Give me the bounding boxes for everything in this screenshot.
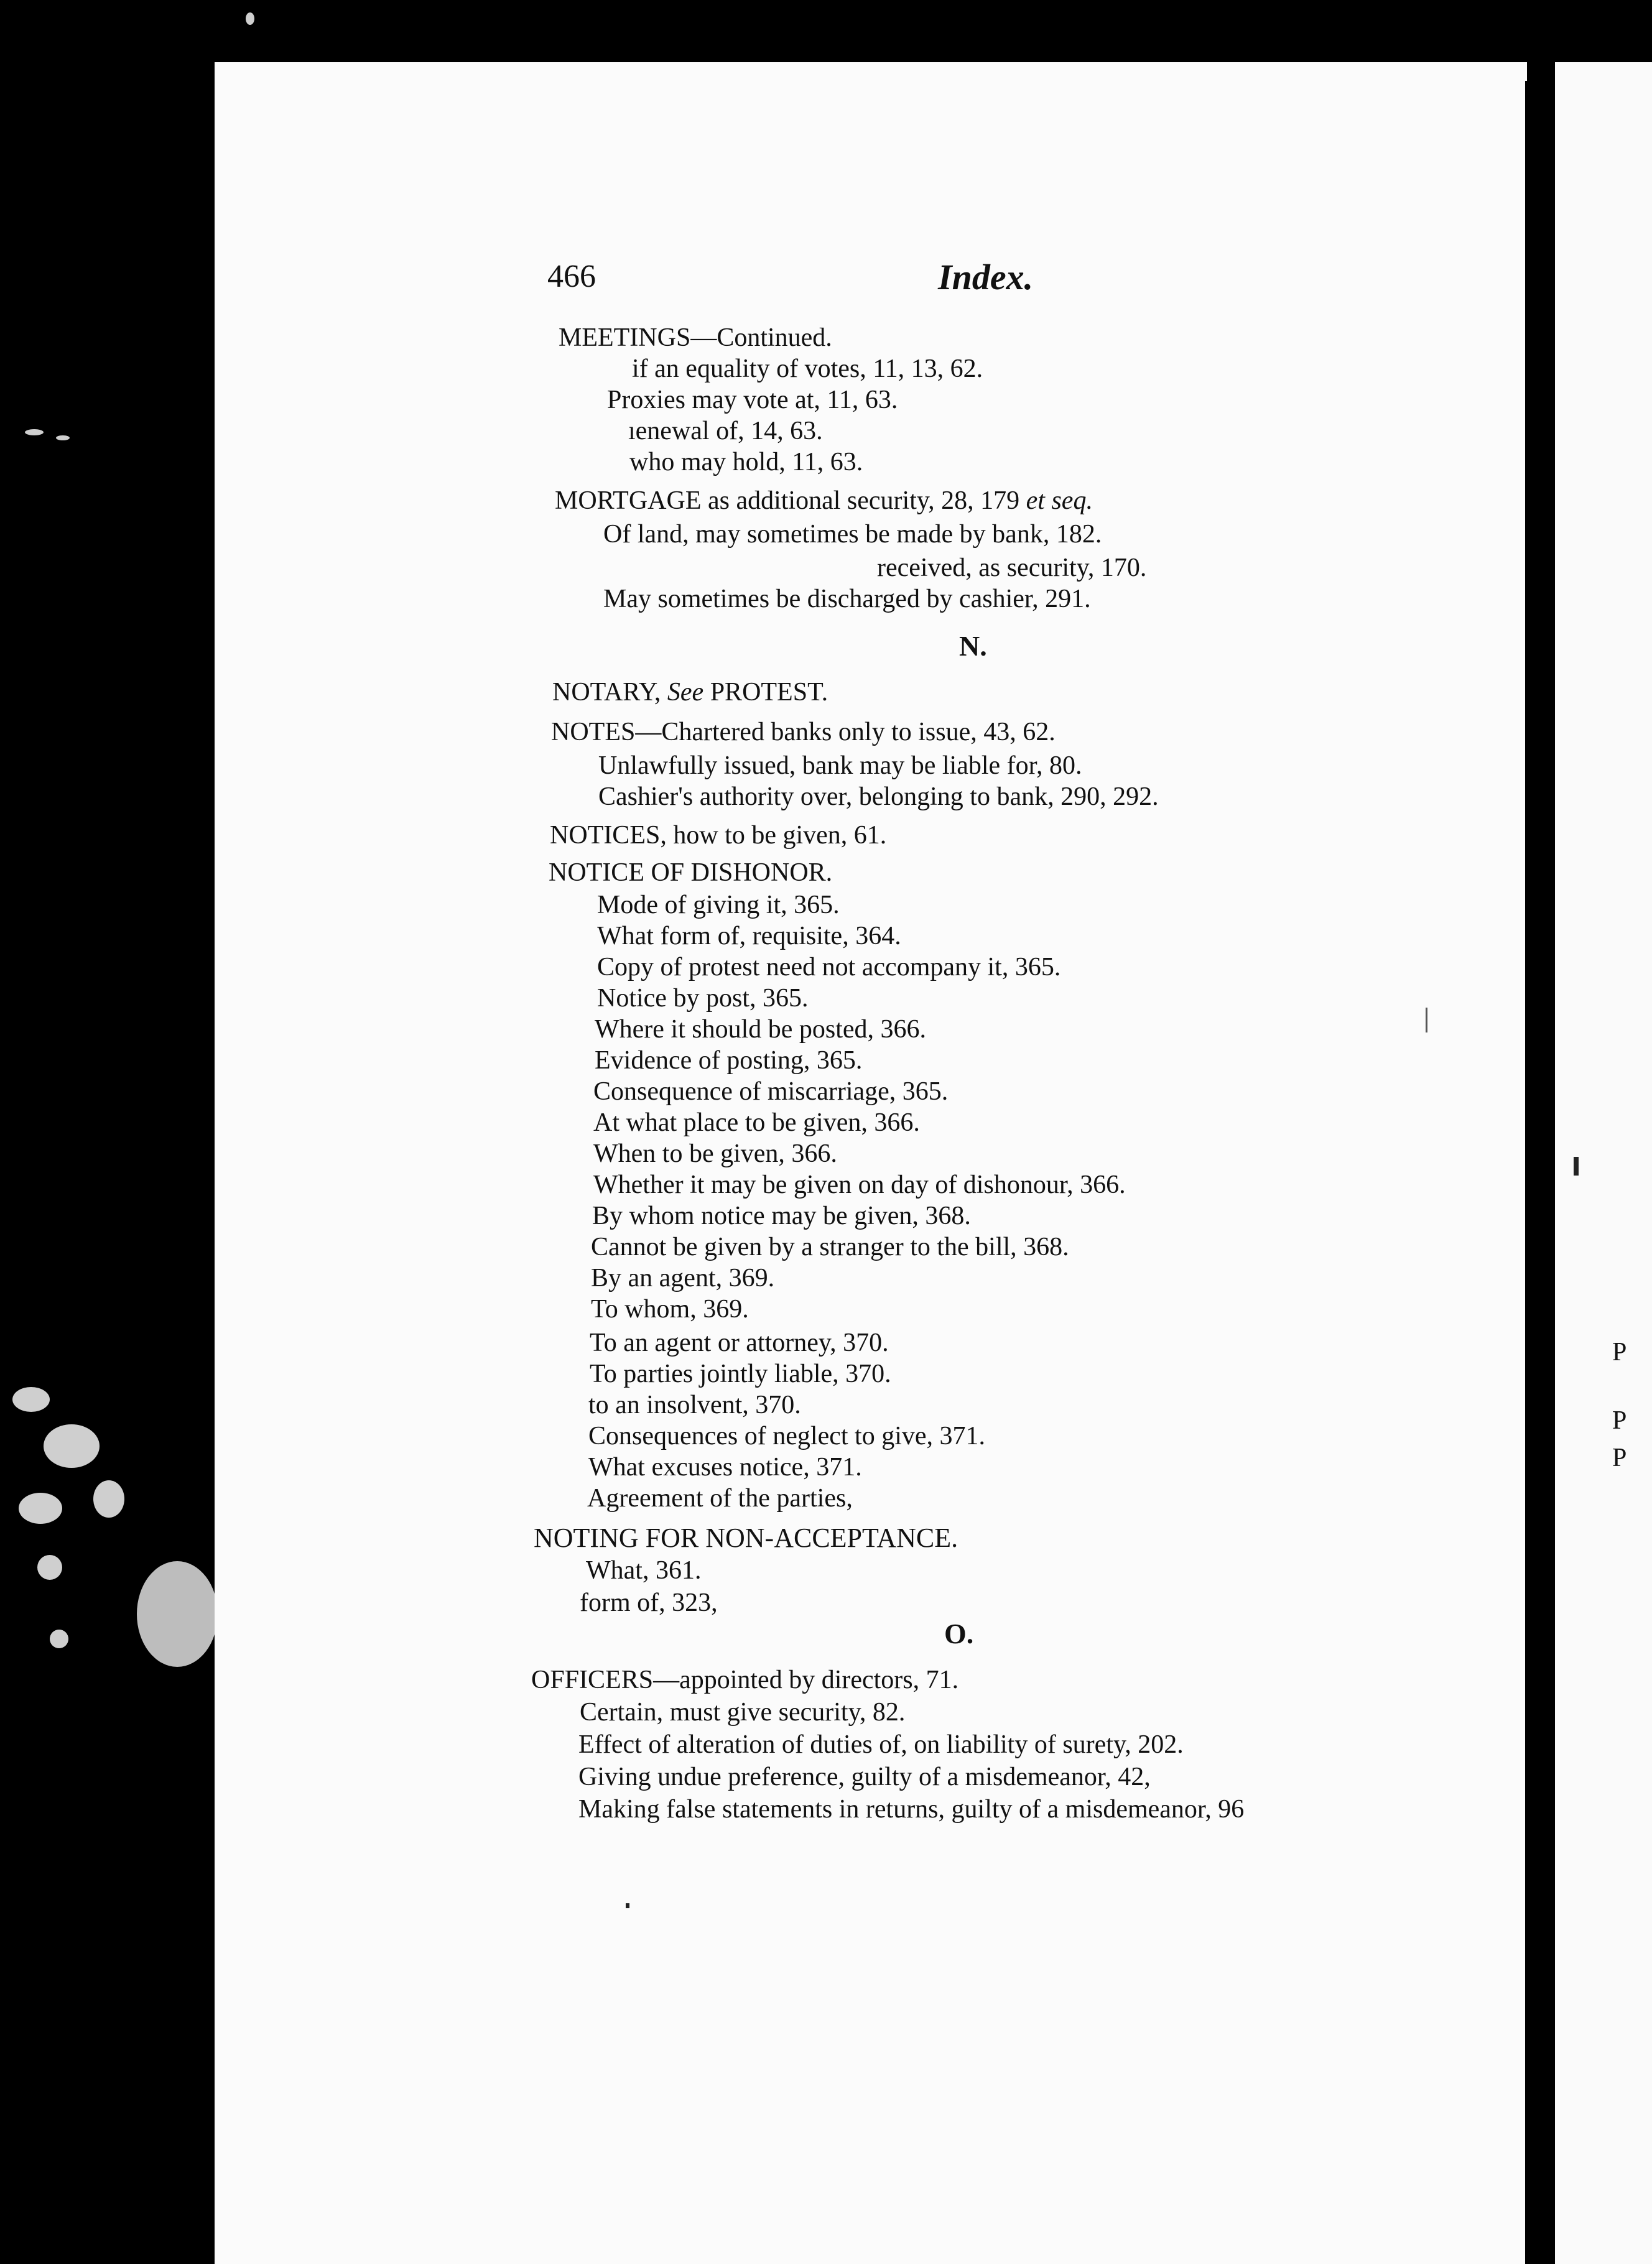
index-heading-notice-of-dishonor: NOTICE OF DISHONOR. bbox=[549, 858, 833, 887]
index-subentry: Whether it may be given on day of dishonour, 366. bbox=[593, 1171, 1126, 1199]
index-subentry: Notice by post, 365. bbox=[597, 984, 809, 1013]
index-subentry: Where it should be posted, 366. bbox=[595, 1015, 927, 1044]
section-letter-o: O. bbox=[944, 1618, 974, 1649]
index-subentry: To whom, 369. bbox=[591, 1295, 749, 1324]
index-subentry: who may hold, 11, 63. bbox=[629, 448, 863, 476]
index-subentry: Of land, may sometimes be made by bank, 182. bbox=[603, 520, 1102, 549]
index-subentry: Consequences of neglect to give, 371. bbox=[588, 1422, 985, 1450]
et-seq: et seq. bbox=[1026, 486, 1093, 515]
facing-page-letter: P bbox=[1612, 1338, 1627, 1366]
index-subentry: ıenewal of, 14, 63. bbox=[628, 417, 823, 445]
index-heading-officers: OFFICERS—appointed by directors, 71. bbox=[531, 1666, 959, 1694]
dust-speck bbox=[50, 1630, 68, 1648]
index-subentry: May sometimes be discharged by cashier, 291. bbox=[603, 585, 1091, 613]
index-heading-notes: NOTES—Chartered banks only to issue, 43, 62. bbox=[551, 718, 1056, 746]
index-subentry: What form of, requisite, 364. bbox=[597, 922, 901, 950]
stray-mark bbox=[626, 1903, 629, 1908]
dust-speck bbox=[56, 435, 70, 440]
index-subentry: Effect of alteration of duties of, on liability of surety, 202. bbox=[578, 1730, 1184, 1759]
running-title: Index. bbox=[938, 257, 1034, 297]
index-subentry: What, 361. bbox=[586, 1556, 702, 1585]
index-subentry: Unlawfully issued, bank may be liable for, 80. bbox=[598, 751, 1082, 780]
index-subentry: if an equality of votes, 11, 13, 62. bbox=[632, 355, 983, 383]
dust-speck bbox=[137, 1561, 218, 1667]
index-subentry: At what place to be given, 366. bbox=[593, 1108, 920, 1137]
index-subentry: Consequence of miscarriage, 365. bbox=[593, 1077, 949, 1106]
index-subentry: Certain, must give security, 82. bbox=[580, 1698, 906, 1727]
index-subentry: Mode of giving it, 365. bbox=[597, 891, 840, 919]
page-number: 466 bbox=[547, 259, 596, 294]
index-subentry: To parties jointly liable, 370. bbox=[590, 1360, 891, 1388]
page-gutter bbox=[1525, 81, 1555, 2264]
index-subentry: Proxies may vote at, 11, 63. bbox=[607, 386, 898, 414]
index-subentry: Cashier's authority over, belonging to bank, 290, 292. bbox=[598, 782, 1159, 811]
index-subentry: Cannot be given by a stranger to the bill, 368. bbox=[591, 1233, 1069, 1261]
index-subentry: By whom notice may be given, 368. bbox=[592, 1202, 971, 1230]
cross-reference: PROTEST. bbox=[703, 678, 828, 707]
stray-mark bbox=[1574, 1157, 1579, 1176]
index-subentry: Making false statements in returns, guilty of a misdemeanor, 96 bbox=[578, 1795, 1245, 1824]
dust-speck bbox=[25, 429, 44, 435]
mortgage-heading-text: MORTGAGE as additional security, 28, 179 bbox=[555, 486, 1026, 515]
facing-page-letter: P bbox=[1612, 1444, 1627, 1472]
see-reference: See bbox=[667, 678, 704, 707]
index-heading-notary bbox=[552, 677, 828, 708]
index-subentry: Copy of protest need not accompany it, 365. bbox=[597, 953, 1061, 981]
notary-heading-text: NOTARY, bbox=[552, 678, 667, 707]
dust-speck bbox=[44, 1424, 100, 1468]
index-heading-meetings: MEETINGS—Continued. bbox=[559, 323, 832, 352]
stray-mark bbox=[1426, 1008, 1427, 1032]
index-subentry: What excuses notice, 371. bbox=[588, 1453, 862, 1482]
dust-speck bbox=[93, 1480, 124, 1518]
index-subentry: By an agent, 369. bbox=[591, 1264, 775, 1292]
index-heading-mortgage bbox=[555, 485, 1093, 516]
index-subentry: To an agent or attorney, 370. bbox=[590, 1329, 889, 1357]
index-subentry: form of, 323, bbox=[580, 1589, 718, 1617]
facing-page-edge bbox=[1555, 62, 1652, 2264]
index-subentry: Giving undue preference, guilty of a misdemeanor, 42, bbox=[578, 1763, 1151, 1791]
index-subentry: Evidence of posting, 365. bbox=[595, 1046, 863, 1075]
index-subentry: Agreement of the parties, bbox=[587, 1484, 853, 1513]
dust-speck bbox=[19, 1493, 62, 1524]
index-subentry: to an insolvent, 370. bbox=[588, 1391, 801, 1419]
dust-speck bbox=[246, 12, 254, 25]
index-subentry: received, as security, 170. bbox=[877, 554, 1147, 582]
dust-speck bbox=[12, 1387, 50, 1412]
dust-speck bbox=[37, 1555, 62, 1580]
index-heading-notices: NOTICES, how to be given, 61. bbox=[550, 821, 887, 850]
index-subentry: When to be given, 366. bbox=[593, 1139, 837, 1168]
facing-page-letter: P bbox=[1612, 1406, 1627, 1435]
index-heading-noting: NOTING FOR NON-ACCEPTANCE. bbox=[534, 1523, 958, 1553]
section-letter-n: N. bbox=[959, 630, 987, 662]
